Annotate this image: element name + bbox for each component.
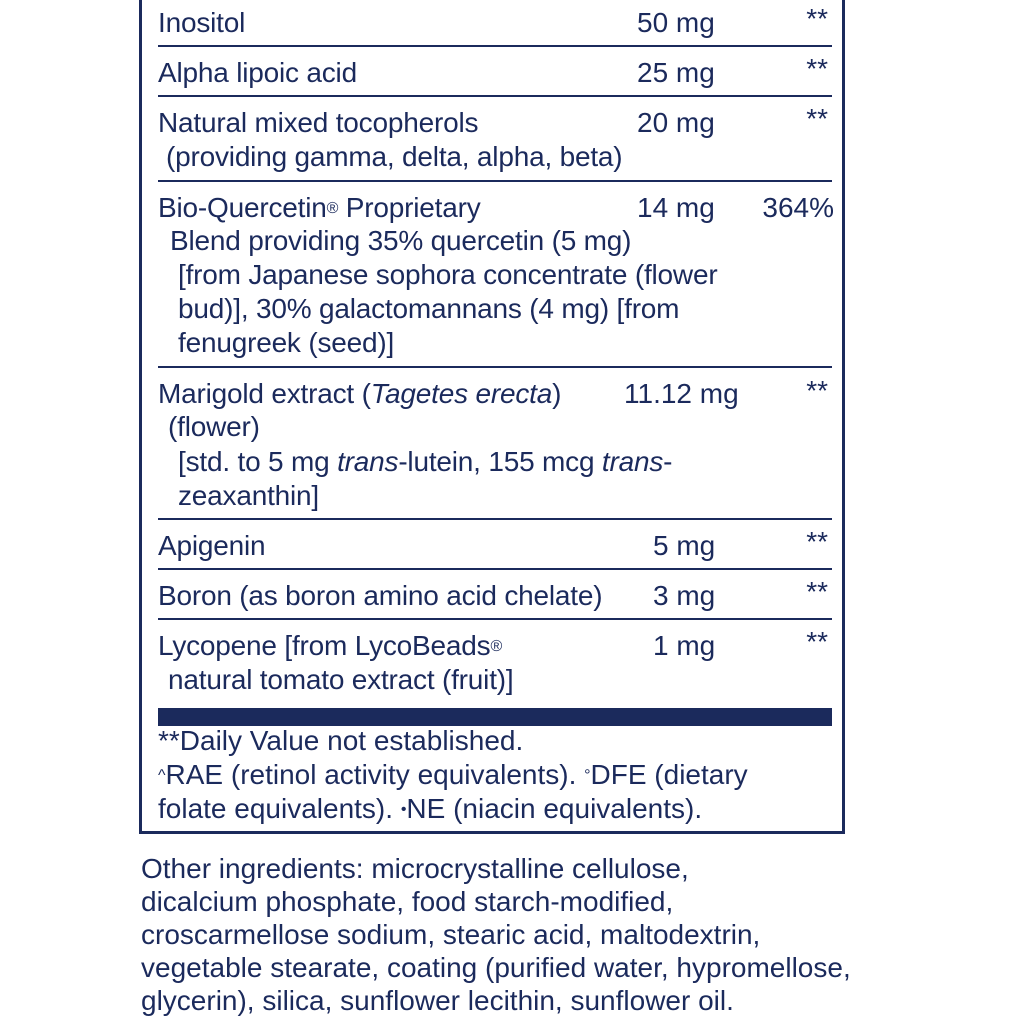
ingredient-amount: 1 mg xyxy=(653,630,716,661)
ingredient-detail: (providing gamma, delta, alpha, beta) xyxy=(166,141,623,172)
ingredient-detail: (flower) xyxy=(168,411,260,442)
ingredient-amount: 14 mg xyxy=(637,192,715,223)
footnote-rae-dfe: ^RAE (retinol activity equivalents). °DFE (dietary xyxy=(158,759,748,790)
other-ingredients-line: croscarmellose sodium, stearic acid, maltodextrin, xyxy=(141,919,761,950)
daily-value: ** xyxy=(806,526,828,557)
ingredient-name: Bio-Quercetin® Proprietary xyxy=(158,192,481,223)
supplement-facts-panel xyxy=(139,0,845,834)
other-ingredients-line: glycerin), silica, sunflower lecithin, sunflower oil. xyxy=(141,985,734,1016)
ingredient-amount: 5 mg xyxy=(653,530,716,561)
ingredient-detail: bud)], 30% galactomannans (4 mg) [from xyxy=(178,293,680,324)
other-ingredients-line: vegetable stearate, coating (purified water, hypromellose, xyxy=(141,952,851,983)
ingredient-detail: Blend providing 35% quercetin (5 mg) xyxy=(170,225,632,256)
ingredient-detail: natural tomato extract (fruit)] xyxy=(168,664,514,695)
other-ingredients-line: dicalcium phosphate, food starch-modified, xyxy=(141,886,674,917)
daily-value: 364% xyxy=(762,192,834,223)
ingredient-name: Inositol xyxy=(158,7,246,38)
footnote-daily-value: **Daily Value not established. xyxy=(158,725,524,756)
daily-value: ** xyxy=(806,626,828,657)
daily-value: ** xyxy=(806,53,828,84)
ingredient-amount: 20 mg xyxy=(637,107,715,138)
row-divider xyxy=(158,95,832,97)
ingredient-name: Marigold extract (Tagetes erecta) xyxy=(158,378,562,409)
ingredient-detail: fenugreek (seed)] xyxy=(178,327,395,358)
ingredient-name: Apigenin xyxy=(158,530,266,561)
row-divider xyxy=(158,618,832,620)
other-ingredients xyxy=(141,852,851,1017)
ingredient-name: Natural mixed tocopherols xyxy=(158,107,479,138)
row-divider xyxy=(158,45,832,47)
row-divider xyxy=(158,518,832,520)
daily-value: ** xyxy=(806,576,828,607)
ingredient-name: Lycopene [from LycoBeads® xyxy=(158,630,503,661)
ingredient-detail: zeaxanthin] xyxy=(178,480,320,511)
row-divider xyxy=(158,568,832,570)
ingredient-name: Boron (as boron amino acid chelate) xyxy=(158,580,603,611)
ingredient-amount: 11.12 mg xyxy=(624,378,739,409)
ingredient-name: Alpha lipoic acid xyxy=(158,57,357,88)
ingredient-amount: 3 mg xyxy=(653,580,716,611)
daily-value: ** xyxy=(806,3,828,34)
row-divider xyxy=(158,366,832,368)
ingredient-amount: 50 mg xyxy=(637,7,715,38)
other-ingredients-line: Other ingredients: microcrystalline cellulose, xyxy=(141,853,689,884)
daily-value: ** xyxy=(806,103,828,134)
ingredient-amount: 25 mg xyxy=(637,57,715,88)
ingredient-detail: [std. to 5 mg trans-lutein, 155 mcg trans- xyxy=(178,446,673,477)
daily-value: ** xyxy=(806,375,828,406)
row-divider xyxy=(158,180,832,182)
ingredient-detail: [from Japanese sophora concentrate (flower xyxy=(178,259,718,290)
footnote-ne: folate equivalents). •NE (niacin equivalents). xyxy=(158,793,703,824)
